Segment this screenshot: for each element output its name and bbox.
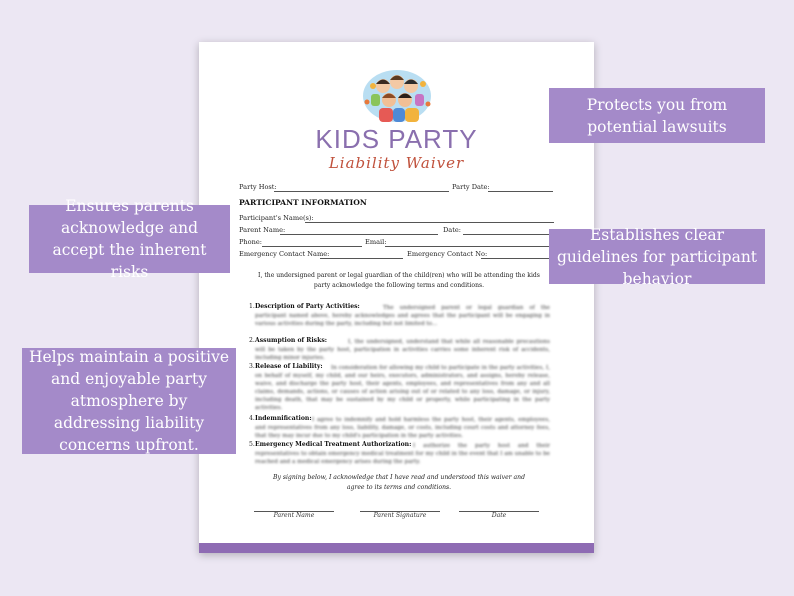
date-signature-label: Date — [491, 512, 507, 519]
clause-title: Indemnification: — [255, 415, 312, 422]
email-line — [385, 246, 553, 247]
clause-number: 1. — [249, 303, 255, 310]
party-host-label: Party Host: — [239, 183, 277, 191]
clause-number: 5. — [249, 441, 255, 448]
clause-body: In consideration for allowing my child to participate in the party activities, I, on behalf of myself, my child, and our heirs, executors, administrators, and assigns, hereby release, waive, and discharge the party host, their agents, employees, and representatives from any and all claims, demands, actions, or causes of action arising out of or related to any loss, damage, or injury, including death, that may be sustained by my child or property, while participating in the party activities. — [255, 365, 550, 412]
phone-line — [262, 246, 362, 247]
clause-body: The undersigned parent or legal guardian of the participant named above, hereby acknowledges and agrees that the participant will be engaging in various activities during the party, including but not limited to... — [255, 305, 550, 328]
emergency-no-label: Emergency Contact No: — [407, 250, 488, 258]
phone-label: Phone: — [239, 238, 263, 246]
signature-acknowledgement: By signing below, I acknowledge that I have read and understood this waiver and agree to its terms and conditions. — [273, 474, 525, 491]
participant-names-line — [305, 222, 554, 223]
callout-positive-atmosphere: Helps maintain a positive and enjoyable party atmosphere by addressing liability concerns upfront. — [22, 348, 236, 454]
date-line — [463, 234, 553, 235]
kids-group-illustration — [359, 66, 435, 124]
parent-name-signature-label: Parent Name — [273, 512, 315, 519]
waiver-document — [199, 42, 594, 553]
participant-info-heading: PARTICIPANT INFORMATION — [239, 198, 367, 207]
clause-number: 2. — [249, 337, 255, 344]
clause-body: I, the undersigned, understand that while all reasonable precautions will be taken by the party host, participation in activities carries some inherent risk of accidents, including minor injuries. — [255, 339, 550, 362]
party-date-label: Party Date: — [452, 183, 490, 191]
party-date-line — [488, 191, 553, 192]
clause-title: Description of Party Activities: — [255, 303, 360, 310]
clause-title: Assumption of Risks: — [255, 337, 327, 344]
callout-guidelines: Establishes clear guidelines for participant behavior — [549, 229, 765, 284]
clause-title: Release of Liability: — [255, 363, 323, 370]
clause-number: 3. — [249, 363, 255, 370]
document-footer-band — [199, 543, 594, 553]
date-label: Date: — [443, 226, 461, 234]
participant-names-label: Participant's Name(s): — [239, 214, 314, 222]
clause-body: I authorize the party host and their representatives to obtain emergency medical treatment for my child in the event that I am unable to be reached and a medical emergency arises during the party. — [255, 443, 550, 466]
parent-name-label: Parent Name: — [239, 226, 286, 234]
emergency-name-label: Emergency Contact Name: — [239, 250, 330, 258]
clause-number: 4. — [249, 415, 255, 422]
emergency-name-line — [320, 258, 403, 259]
email-label: Email: — [365, 238, 387, 246]
clause-body: I agree to indemnify and hold harmless the party host, their agents, employees, and representatives from any loss, liability, damage, or costs, including court costs and attorney fees, that they may incur due to my child's participation in the party activities. — [255, 417, 550, 440]
callout-lawsuits: Protects you from potential lawsuits — [549, 88, 765, 143]
document-title: KIDS PARTY — [315, 124, 478, 154]
party-host-line — [274, 191, 449, 192]
callout-inherent-risks: Ensures parents acknowledge and accept the inherent risks — [29, 205, 230, 273]
parent-signature-label: Parent Signature — [373, 512, 427, 519]
intro-paragraph: I, the undersigned parent or legal guardian of the child(ren) who will be attending the kids party acknowledge the following terms and conditions. — [258, 272, 540, 289]
parent-name-line — [280, 234, 438, 235]
document-subtitle: Liability Waiver — [328, 154, 465, 172]
clause-title: Emergency Medical Treatment Authorization: — [255, 441, 412, 448]
emergency-no-line — [481, 258, 553, 259]
